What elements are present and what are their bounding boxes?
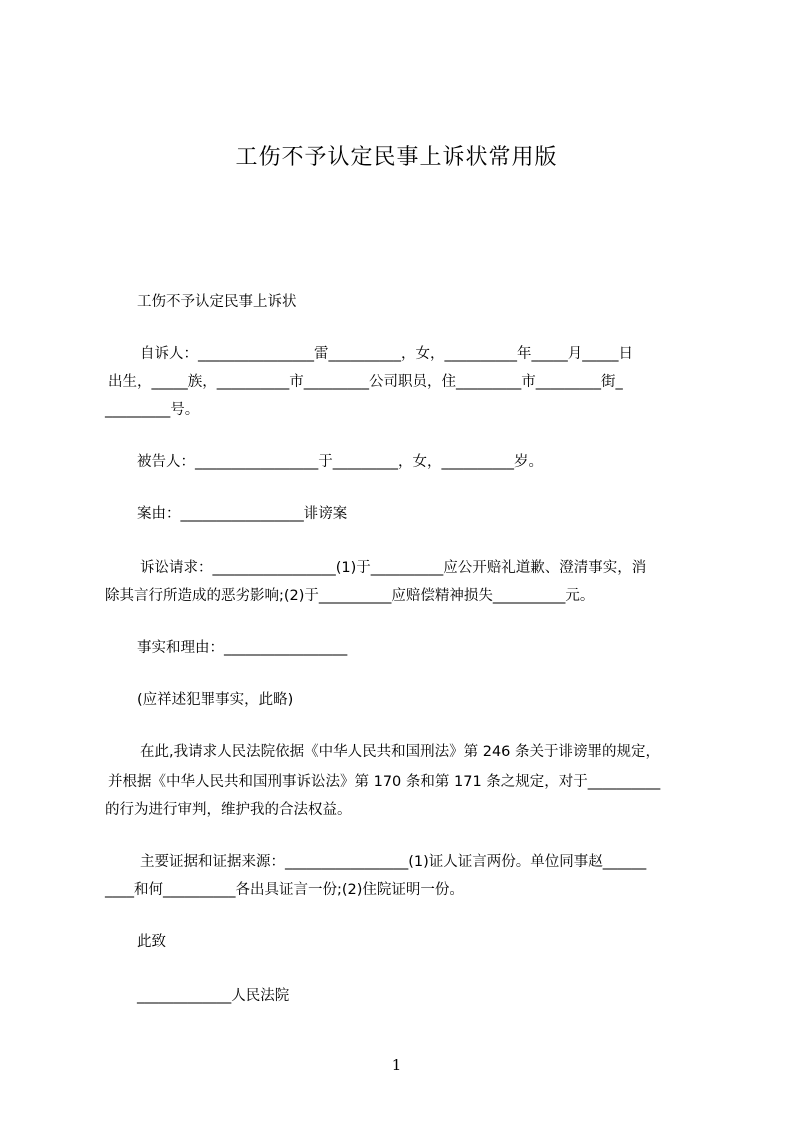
request-line-3: 的行为进行审判，维护我的合法权益。 [105, 802, 352, 818]
defendant-line: 被告人：_________________于_________，女，__________岁。 [137, 454, 543, 470]
claims-line-2: 除其言行所造成的恶劣影响;(2)于__________应赔偿精神损失__________元。 [105, 588, 595, 604]
facts-line: 事实和理由：_________________ [137, 640, 348, 656]
request-line-2: 并根据《中华人民共和国刑事诉讼法》第 170 条和第 171 条之规定，对于__________ [108, 774, 661, 790]
evidence-line-2: ____和何__________各出具证言一份;(2)住院证明一份。 [105, 882, 464, 898]
evidence-line-1: 主要证据和证据来源：_________________(1)证人证言两份。单位同事赵______ [140, 854, 647, 870]
document-title: 工伤不予认定民事上诉状常用版 [235, 145, 558, 170]
document-heading: 工伤不予认定民事上诉状 [137, 294, 297, 310]
court-line: _____________人民法院 [137, 988, 290, 1004]
plaintiff-line-3: _________号。 [105, 402, 200, 418]
case-cause-line: 案由：_________________诽谤案 [137, 506, 348, 522]
request-line-1: 在此,我请求人民法院依据《中华人民共和国刑法》第 246 条关于诽谤罪的规定， [140, 744, 661, 760]
salutation: 此致 [137, 934, 166, 950]
page-number: 1 [391, 1056, 402, 1074]
plaintiff-line-1: 自诉人：________________雷__________，女，__________年_____月_____日 [140, 346, 633, 362]
claims-line-1: 诉讼请求：_________________(1)于__________应公开赔礼道歉、澄清事实，消 [140, 560, 647, 576]
facts-note: (应祥述犯罪事实，此略) [137, 692, 294, 708]
plaintiff-line-2: 出生，_____族，__________市_________公司职员，住_________市_________街_ [108, 374, 623, 390]
